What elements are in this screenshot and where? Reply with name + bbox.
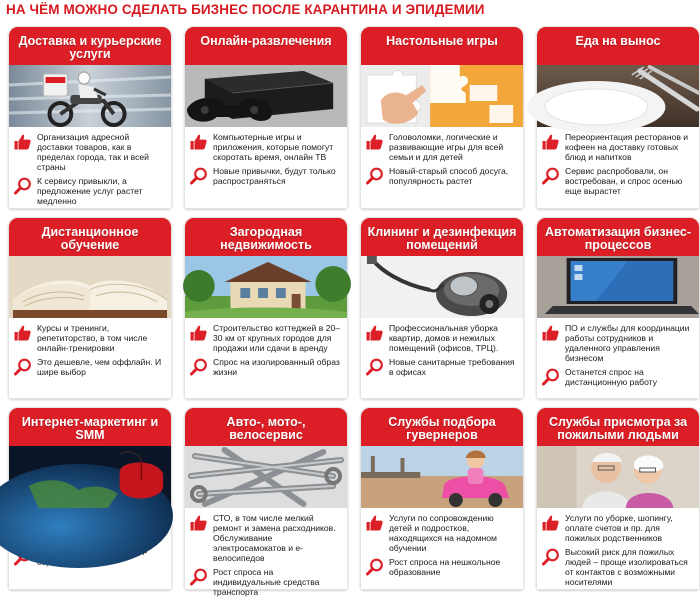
minus-point (365, 557, 518, 577)
magnifier-icon (541, 167, 561, 185)
card-header (185, 218, 347, 318)
thumbs-up-icon (189, 514, 209, 532)
minus-text: Новый-старый способ досуга, популярность растет (389, 166, 509, 186)
business-card (8, 407, 172, 590)
plus-point (541, 323, 694, 363)
card-header (9, 218, 171, 318)
card-body (9, 318, 171, 398)
minus-text: Это дешевле, чем оффлайн. И шире выбор (37, 357, 162, 377)
thumbs-up-icon (13, 324, 33, 342)
magnifier-icon (365, 167, 385, 185)
minus-point (189, 567, 342, 597)
plus-point (365, 513, 518, 553)
card-title: Доставка и курьерские услуги (18, 34, 162, 61)
magnifier-icon (13, 177, 33, 195)
card-title: Автоматизация бизнес-процессов (544, 225, 692, 252)
card-body (185, 127, 347, 208)
card-title: Еда на вынос (575, 34, 661, 48)
thumbs-up-icon (13, 133, 33, 151)
thumbs-up-icon (365, 514, 385, 532)
magnifier-icon (189, 568, 209, 586)
card-header (537, 408, 699, 508)
minus-text: Спрос на изолированный образ жизни (213, 357, 340, 377)
plus-text: Организация адресной доставки товаров, как в пределах города, так и всей страны (37, 132, 149, 172)
business-card (8, 26, 172, 209)
thumbs-up-icon (189, 133, 209, 151)
magnifier-icon (189, 358, 209, 376)
minus-point (541, 166, 694, 196)
card-body (185, 508, 347, 597)
magnifier-icon (541, 368, 561, 386)
plus-text: СТО, в том числе мелкий ремонт и замена расходников. Обслуживание электросамокатов и е-велосипедов (213, 513, 336, 563)
card-photo (361, 446, 523, 508)
business-card (360, 407, 524, 590)
business-card (536, 26, 700, 209)
card-header (9, 408, 171, 508)
card-photo (185, 446, 347, 508)
card-photo (185, 256, 347, 318)
card-photo (537, 446, 699, 508)
business-card (536, 407, 700, 590)
plus-point (189, 323, 342, 353)
card-header (361, 408, 523, 508)
minus-point (189, 166, 342, 186)
plus-point (541, 132, 694, 162)
minus-text: Новые привычки, будут только распространяться (213, 166, 336, 186)
minus-point (541, 547, 694, 587)
card-header (185, 27, 347, 127)
card-body (361, 127, 523, 208)
card-title: Интернет-маркетинг и SMM (21, 415, 159, 442)
minus-text: Рост спроса на индивидуальные средства транспорта (213, 567, 320, 597)
minus-text: Рост спроса на нешкольное образование (389, 557, 501, 577)
business-card (360, 26, 524, 209)
card-title: Онлайн-развлечения (200, 34, 332, 48)
card-body (361, 508, 523, 589)
business-card (536, 217, 700, 399)
thumbs-up-icon (189, 324, 209, 342)
card-body (185, 318, 347, 398)
card-title: Службы присмотра за пожилыми людьми (548, 415, 688, 442)
plus-point (189, 132, 342, 162)
business-card (360, 217, 524, 399)
card-body (9, 127, 171, 208)
card-body (537, 127, 699, 208)
plus-text: Строительство коттеджей в 20–30 км от крупных городов для продажи или сдачи в аренду (213, 323, 341, 353)
business-card (184, 217, 348, 399)
card-photo (185, 65, 347, 127)
magnifier-icon (365, 358, 385, 376)
minus-text: Высокий риск для пожилых людей – проще изолироваться от контактов с возможными носителями (565, 547, 688, 587)
minus-point (189, 357, 342, 377)
plus-point (13, 323, 166, 353)
card-title: Дистанционное обучение (41, 225, 139, 252)
minus-point (365, 357, 518, 377)
card-title: Загородная недвижимость (220, 225, 312, 252)
card-body (537, 318, 699, 398)
plus-point (541, 513, 694, 543)
minus-text: Новые санитарные требования в офисах (389, 357, 515, 377)
minus-text: Останется спрос на дистанционную работу (565, 367, 658, 387)
plus-point (189, 513, 342, 563)
card-header (9, 27, 171, 127)
business-card (184, 407, 348, 597)
card-body (361, 318, 523, 398)
minus-point (13, 176, 166, 206)
plus-text: ПО и службы для координации работы сотрудников и удаленного управления бизнесом (565, 323, 690, 363)
card-body (537, 508, 699, 589)
card-header (361, 218, 523, 318)
minus-point (365, 166, 518, 186)
magnifier-icon (365, 558, 385, 576)
card-photo (361, 65, 523, 127)
plus-text: Курсы и тренинги, репетиторство, в том числе онлайн-тренировки (37, 323, 148, 353)
card-photo (537, 256, 699, 318)
thumbs-up-icon (541, 133, 561, 151)
card-header (537, 27, 699, 127)
business-card (8, 217, 172, 399)
thumbs-up-icon (541, 514, 561, 532)
card-photo (9, 65, 171, 127)
card-title: Авто-, мото-, велосервис (226, 415, 306, 442)
plus-text: Услуги по уборке, шопингу, оплате счетов и пр. для пожилых родственников (565, 513, 673, 543)
card-title: Настольные игры (386, 34, 498, 48)
card-header (537, 218, 699, 318)
magnifier-icon (189, 167, 209, 185)
minus-text: Сервис распробовали, он востребован, и спрос осенью еще вырастет (565, 166, 683, 196)
plus-text: Переориентация ресторанов и кофеен на доставку готовых блюд и напитков (565, 132, 689, 162)
thumbs-up-icon (365, 133, 385, 151)
card-photo (9, 446, 171, 508)
page-title: НА ЧЁМ МОЖНО СДЕЛАТЬ БИЗНЕС ПОСЛЕ КАРАНТИНА И ЭПИДЕМИИ (6, 2, 485, 17)
card-photo (361, 256, 523, 318)
business-card (184, 26, 348, 209)
plus-text: Профессиональная уборка квартир, домов и нежилых помещений (офисов, ТРЦ). (389, 323, 499, 353)
plus-point (365, 132, 518, 162)
minus-text: К сервису привыкли, а предложение услуг растет медленно (37, 176, 143, 206)
plus-text: Услуги по сопровождению детей и подростков, находящихся на надомном обучении (389, 513, 497, 553)
cards-grid (8, 26, 700, 597)
thumbs-up-icon (365, 324, 385, 342)
card-photo (537, 65, 699, 127)
card-title: Службы подбора гувернеров (388, 415, 496, 442)
magnifier-icon (541, 548, 561, 566)
thumbs-up-icon (541, 324, 561, 342)
card-header (361, 27, 523, 127)
plus-text: Головоломки, логические и развивающие игры для всей семьи и для детей (389, 132, 504, 162)
card-photo (9, 256, 171, 318)
plus-text: Компьютерные игры и приложения, которые помогут скоротать время, онлайн ТВ (213, 132, 334, 162)
card-header (185, 408, 347, 508)
minus-point (13, 357, 166, 377)
card-title: Клининг и дезинфекция помещений (367, 225, 517, 252)
magnifier-icon (13, 358, 33, 376)
minus-point (541, 367, 694, 387)
plus-point (13, 132, 166, 172)
plus-point (365, 323, 518, 353)
